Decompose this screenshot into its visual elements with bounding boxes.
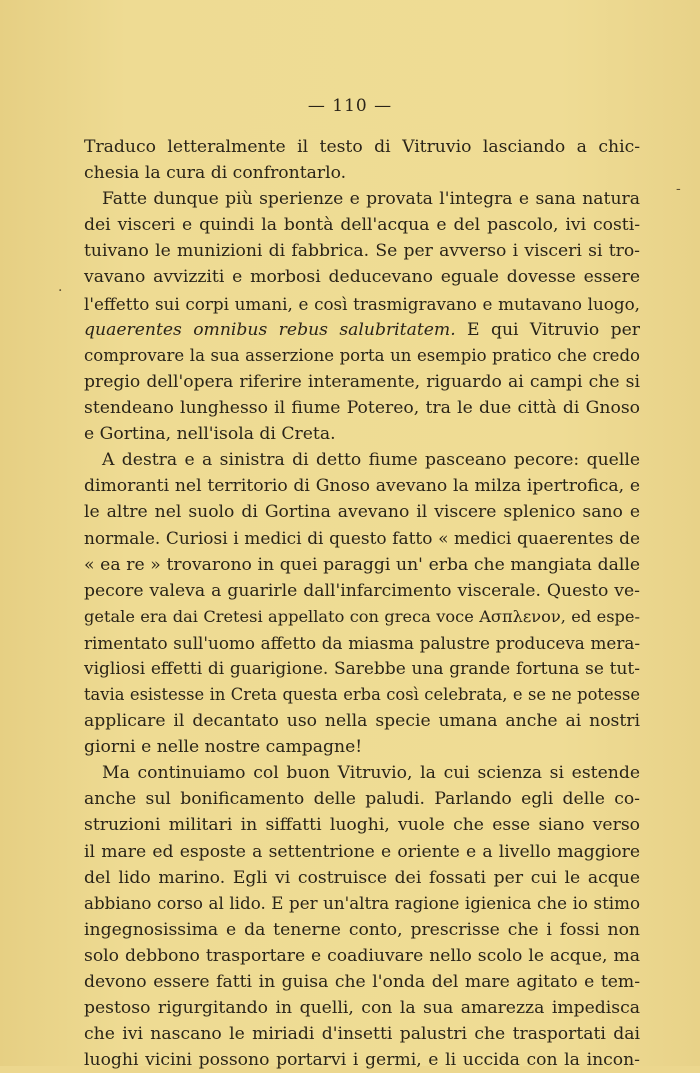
- text-line: pestoso rigurgitando in quelli, con la sua amarezza impedisca: [84, 998, 640, 1019]
- text-line: struzioni militari in siffatti luoghi, vuole che esse siano verso: [84, 815, 640, 836]
- page-number: — 110 —: [307, 96, 393, 116]
- text-line: che ivi nascano le miriadi d'insetti palustri che trasportati dai: [84, 1024, 640, 1045]
- text-line: solo debbono trasportare e coadiuvare nello scolo le acque, ma: [84, 945, 640, 966]
- margin-mark-left: ·: [58, 283, 63, 299]
- text-line: abbiano corso al lido. E per un'altra ragione igienica che io stimo: [84, 893, 640, 913]
- text-line: anche sul bonificamento delle paludi. Parlando egli delle co-: [84, 789, 640, 810]
- text-line: pregio dell'opera riferire interamente, riguardo ai campi che si: [84, 371, 640, 392]
- text-line: vigliosi effetti di guarigione. Sarebbe una grande fortuna se tut-: [84, 658, 640, 679]
- text-line: normale. Curiosi i medici di questo fatto « medici quaerentes de: [84, 528, 640, 549]
- text-line: Fatte dunque più sperienze e provata l'integra e sana natura: [102, 189, 640, 210]
- text-line: l'effetto sui corpi umani, e così trasmigravano e mutavano luogo,: [84, 293, 640, 314]
- text-line: getale era dai Cretesi appellato con greca voce Ασπλενον, ed espe-: [84, 606, 640, 626]
- text-line: del lido marino. Egli vi costruisce dei fossati per cui le acque: [84, 867, 640, 888]
- text-line: il mare ed esposte a settentrione e oriente e a livello maggiore: [84, 841, 640, 862]
- text-line: « ea re » trovarono in quei paraggi un' erba che mangiata dalle: [84, 554, 640, 575]
- text-line: comprovare la sua asserzione porta un esempio pratico che credo: [84, 345, 640, 365]
- text-line: stendeano lunghesso il fiume Potereo, tra le due città di Gnoso: [84, 397, 640, 418]
- text-line: chesia la cura di confrontarlo.: [84, 163, 347, 184]
- text-line: luoghi vicini possono portarvi i germi, e li uccida con la incon-: [84, 1050, 640, 1071]
- text-line: Ma continuiamo col buon Vitruvio, la cui scienza si estende: [102, 763, 640, 784]
- text-line: le altre nel suolo di Gortina avevano il viscere splenico sano e: [84, 502, 640, 523]
- text-line: devono essere fatti in guisa che l'onda del mare agitato e tem-: [84, 972, 640, 992]
- text-line: tavia esistesse in Creta questa erba così celebrata, e se ne potesse: [84, 684, 640, 704]
- text-line: giorni e nelle nostre campagne!: [84, 737, 363, 758]
- text-line: pecore valeva a guarirle dall'infarcimento viscerale. Questo ve-: [84, 580, 640, 601]
- body-text: [84, 134, 640, 1073]
- text-line: tuivano le munizioni di fabbrica. Se per avverso i visceri si tro-: [84, 241, 640, 262]
- latin-quote: quaerentes omnibus rebus salubritatem.: [84, 319, 456, 340]
- text-segment: E qui Vitruvio per: [455, 319, 640, 340]
- text-line: A destra e a sinistra di detto fiume pasceano pecore: quelle: [102, 450, 640, 471]
- text-line: vavano avvizziti e morbosi deducevano eguale dovesse essere: [84, 267, 640, 288]
- text-line: rimentato sull'uomo affetto da miasma palustre produceva mera-: [84, 632, 640, 653]
- text-line: e Gortina, nell'isola di Creta.: [84, 424, 336, 445]
- text-line: dimoranti nel territorio di Gnoso avevano la milza ipertrofica, e: [84, 476, 640, 497]
- text-line: Traduco letteralmente il testo di Vitruvio lasciando a chic-: [84, 137, 640, 157]
- text-line: dei visceri e quindi la bontà dell'acqua e del pascolo, ivi costi-: [84, 215, 640, 236]
- margin-mark-right: -: [676, 181, 681, 197]
- text-line: applicare il decantato uso nella specie umana anche ai nostri: [84, 711, 640, 732]
- text-line: [84, 317, 640, 343]
- text-line: ingegnosissima e da tenerne conto, prescrisse che i fossi non: [84, 919, 640, 940]
